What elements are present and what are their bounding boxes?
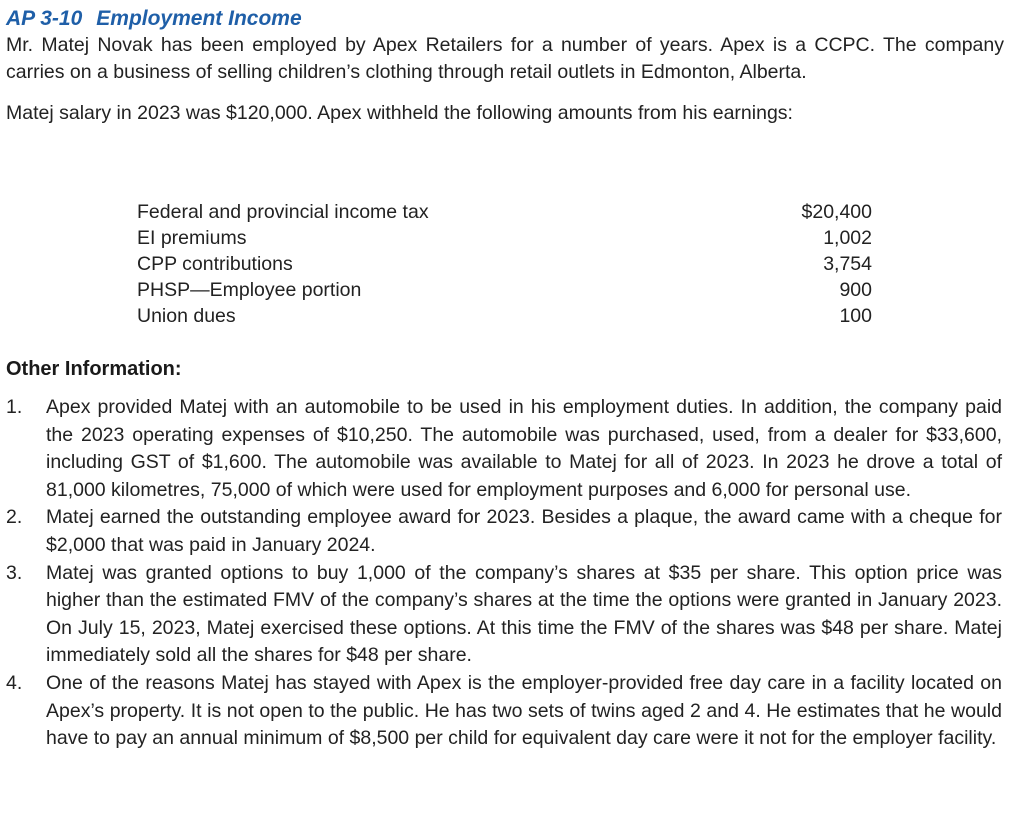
withheld-amount: 900 — [839, 279, 872, 301]
withheld-row — [137, 225, 872, 251]
list-item-number: 3. — [6, 561, 23, 584]
list-item-text: One of the reasons Matej has stayed with Apex is the employer-provided free day care in a facility located on Apex’s property. It is not open to the public. He has two sets of twins aged 2 and 4. He estimates that he would have to pay an annual minimum of $8,500 per child for equivalent day care were it not for the employer facility. — [46, 671, 1002, 750]
list-item-number: 1. — [6, 396, 23, 418]
list-item-text: Matej earned the outstanding employee award for 2023. Besides a plaque, the award came with a cheque for $2,000 that was paid in January 2024. — [46, 506, 1002, 556]
withheld-row — [137, 303, 872, 329]
withheld-amount: 100 — [839, 305, 872, 327]
list-item — [6, 670, 1002, 753]
other-information-heading: Other Information: — [6, 358, 182, 380]
withheld-label: PHSP—Employee portion — [137, 279, 362, 301]
other-information-list — [6, 394, 1002, 753]
withheld-amount: 1,002 — [823, 227, 872, 249]
withheld-amount: $20,400 — [801, 201, 872, 223]
problem-title: Employment Income — [96, 7, 302, 30]
list-item-number: 2. — [6, 506, 23, 529]
withheld-amount: 3,754 — [823, 253, 872, 275]
list-item-text: Matej was granted options to buy 1,000 of the company’s shares at $35 per share. This option price was higher than the estimated FMV of the company’s shares at the time the options were granted in January 2023. On July 15, 2023, Matej exercised these options. At this time the FMV of the shares was $48 per share. Matej immediately sold all the shares for $48 per share. — [46, 561, 1002, 667]
problem-number: AP 3-10 — [6, 7, 83, 30]
list-item-number: 4. — [6, 671, 23, 694]
list-item-text: Apex provided Matej with an automobile to be used in his employment duties. In addition, the company paid the 2023 operating expenses of $10,250. The automobile was purchased, used, from a dealer for $33,600, including GST of $1,600. The automobile was available to Matej for all of 2023. In 2023 he drove a total of 81,000 kilometres, 75,000 of which were used for employment purposes and 6,000 for personal use. — [46, 396, 1002, 501]
list-item — [6, 504, 1002, 559]
withheld-row — [137, 199, 872, 225]
document-page — [6, 6, 1004, 750]
list-item — [6, 394, 1002, 504]
withheld-label: CPP contributions — [137, 253, 293, 275]
withheld-row — [137, 277, 872, 303]
withheld-table — [137, 199, 872, 329]
withheld-row — [137, 251, 872, 277]
list-item — [6, 560, 1002, 670]
withheld-label: Union dues — [137, 305, 236, 327]
withheld-label: Federal and provincial income tax — [137, 201, 429, 223]
salary-paragraph: Matej salary in 2023 was $120,000. Apex withheld the following amounts from his earnings: — [6, 102, 793, 124]
intro-paragraph: Mr. Matej Novak has been employed by Apex Retailers for a number of years. Apex is a CCPC. The company carries on a business of selling children’s clothing through retail outlets in Edmonton, Alberta. — [6, 34, 1004, 83]
problem-heading — [6, 6, 1004, 32]
withheld-label: EI premiums — [137, 227, 247, 249]
